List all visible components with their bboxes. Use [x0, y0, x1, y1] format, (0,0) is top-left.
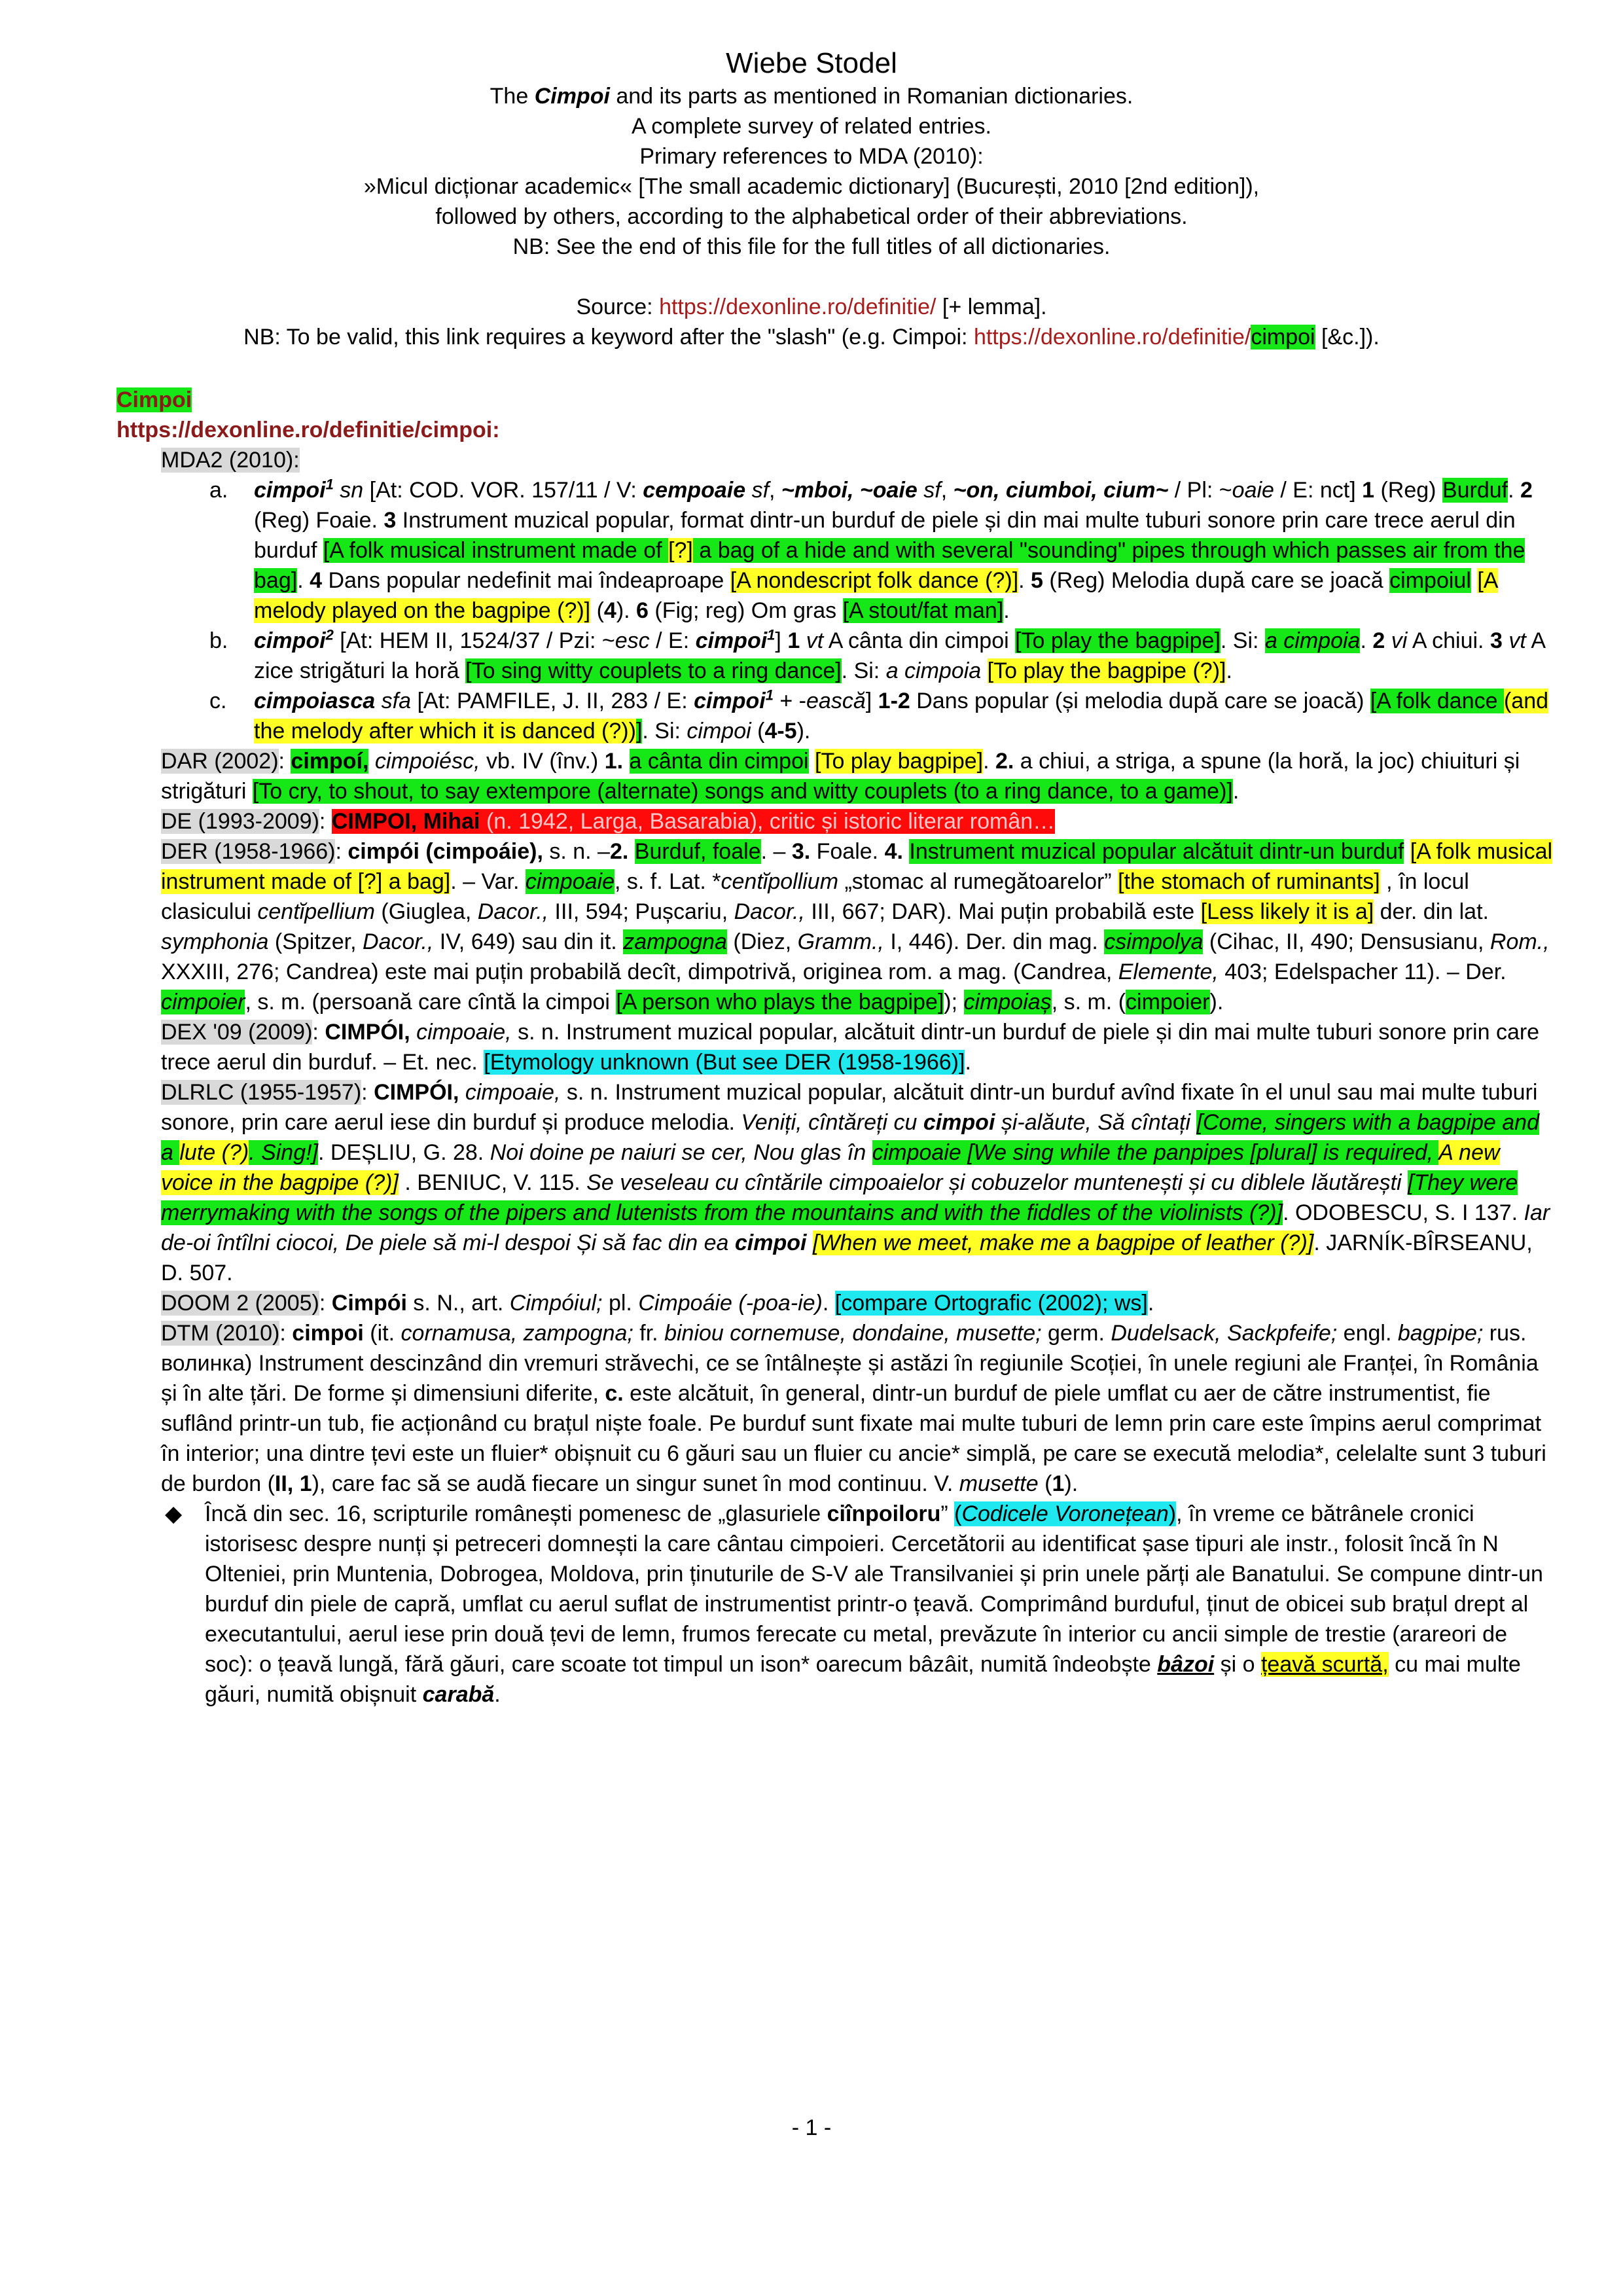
dex-entry: DEX '09 (2009): CIMPÓI, cimpoaie, s. n. Instrument muzical popular, alcătuit dintr-un burduf de piele și din mai multe tuburi sonore prin care trece aerul din burduf. – Et. nec. [Etymology unknown (But see DER (1958-1966)]. — [161, 1020, 1540, 1075]
mda-title-line: »Micul dicționar academic« [The small academic dictionary] (București, 2010 [2nd edition]), — [363, 174, 1260, 199]
source-link[interactable]: https://dexonline.ro/definitie/ — [659, 295, 936, 319]
source-line: Source: https://dexonline.ro/definitie/ [+ lemma]. — [576, 295, 1047, 319]
document-header — [0, 46, 1623, 352]
mda-label: MDA2 (2010): — [161, 448, 300, 473]
subtitle-line: A complete survey of related entries. — [632, 114, 991, 139]
dtm-entry: DTM (2010): cimpoi (it. cornamusa, zampogna; fr. biniou cornemuse, dondaine, musette; germ. Dudelsack, Sackpfeife; engl. bagpipe; rus. волинка) Instrument descinzând din vremuri străvechi, ce se întâlnește și astăzi în regiunile Scoției, în unele regiuni ale Franței, în România și în alte țări. De forme și dimensiuni diferite, c. este alcătuit, în general, dintr-un burduf de piele umflat cu aer de către instrumentist, fie suflând printr-un tub, fie acționând cu brațul niște foale. Pe burduf sunt fixate mai multe tuburi de lemn prin care este împins aerul comprimat în interior; una dintre țevi este un fluier* obișnuit cu 6 găuri sau un fluier cu ancie* simplă, pe care se execută melodia*, celelalte sunt 3 tuburi de burdon (II, 1), care fac să se audă fiecare un singur sunet în mod continuu. V. musette (1). — [161, 1321, 1546, 1496]
primary-references-line: Primary references to MDA (2010): — [639, 144, 984, 169]
mda-entry-a: a. cimpoi$^1$ sn [At: COD. VOR. 157/11 / V: cempoaie sf, ~mboi, ~oaie sf, ~on, ciumboi, cium~ / Pl: ~oaie / E: nct] 1 (Reg) Burduf. 2 (Reg) Foaie. 3 Instrument muzical popular, format dintr-un burduf de piele și din mai multe tuburi sonore prin care trece aerul din burduf [A folk musical instrument made of [?] a bag of a hide and with several "sounding" pipes through which passes air from the bag]. 4 Dans popular nedefinit mai îndeaproape [A nondescript folk dance (?)]. 5 (Reg) Melodia după care se joacă cimpoiul [A melody played on the bagpipe (?)] (4). 6 (Fig; reg) Om gras [A stout/fat man]. — [209, 476, 1533, 623]
doom-entry: DOOM 2 (2005): Cimpói s. N., art. Cimpóiul; pl. Cimpoáie (-poa-ie). [compare Ortografic (2002); ws]. — [161, 1291, 1154, 1316]
mda-entry-c: c. cimpoiasca sfa [At: PAMFILE, J. II, 283 / E: cimpoi$^1$ + -ească] 1-2 Dans popular (și melodia după care se joacă) [A folk dance (and the melody after which it is danced (?))]. Si: cimpoi (4-5). — [209, 687, 1549, 744]
nb-note: NB: See the end of this file for the full titles of all dictionaries. — [512, 234, 1111, 259]
diamond-bullet-icon: ◆ — [165, 1501, 183, 1526]
title-line: The Cimpoi and its parts as mentioned in Romanian dictionaries. — [490, 84, 1133, 109]
page-number: - 1 - — [791, 2115, 832, 2140]
der-entry: DER (1958-1966): cimpói (cimpoáie), s. n. –2. Burduf, foale. – 3. Foale. 4. Instrument muzical popular alcătuit dintr-un burduf [A folk musical instrument made of [?] a bag]. – Var. cimpoaie, s. f. Lat. *centĭpollium „stomac al rumegătoarelor” [the stomach of ruminants] , în locul clasicului centĭpellium (Giuglea, Dacor., III, 594; Pușcariu, Dacor., III, 667; DAR). Mai puțin probabilă este [Less likely it is a] der. din lat. symphonia (Spitzer, Dacor., IV, 649) sau din it. zampogna (Diez, Gramm., I, 446). Der. din mag. csimpolya (Cihac, II, 490; Densusianu, Rom., XXXIII, 276; Candrea) este mai puțin probabilă decît, dimpotrivă, originea rom. a mag. (Candrea, Elemente, 403; Edelspacher 11). – Der. cimpoier, s. m. (persoană care cîntă la cimpoi [A person who plays the bagpipe]); cimpoiaș, s. m. (cimpoier). — [161, 839, 1553, 1014]
dtm-history-paragraph: ◆ Încă din sec. 16, scripturile românești pomenesc de „glasuriele ciînpoiloru” (Codicele Voronețean), în vreme ce bătrânele cronici istorisesc despre nunți și petreceri domnești la care cântau cimpoieri. Cercetătorii au identificat șase tipuri ale instr., folosit încă în N Olteniei, prin Muntenia, Dobrogea, Moldova, prin ținuturile de S-V ale Transilvaniei și prin unele părți ale Banatului. Se compune dintr-un burduf din piele de capră, umflat cu aerul suflat de instrumentist printr-o țeavă. Comprimând burduful, ținut de obicei sub brațul drept al executantului, aerul iese prin două țevi de lemn, frumos ferecate cu metal, prevăzute în interior cu ancii simple de trestie (arareori de soc): o țeavă lungă, fără găuri, care scoate tot timpul un ison* oarecum bâzâit, numită îndeobște bâzoi și o țeavă scurtă, cu mai multe găuri, numită obișnuit carabă. — [116, 1499, 1556, 1710]
nb-link[interactable]: https://dexonline.ro/definitie/ — [973, 325, 1251, 350]
document-body — [116, 385, 1556, 1710]
mda-entry-b: b. cimpoi$^2$ [At: HEM II, 1524/37 / Pzi: ~esc / E: cimpoi$^1$] 1 vt A cânta din cimpoi [To play the bagpipe]. Si: a cimpoia. 2 vi A chiui. 3 vt A zice strigături la horă [To sing witty couplets to a ring dance]. Si: a cimpoia [To play the bagpipe (?)]. — [209, 626, 1545, 683]
section-url[interactable]: https://dexonline.ro/definitie/cimpoi: — [116, 418, 500, 442]
nb-link-line: NB: To be valid, this link requires a keyword after the "slash" (e.g. Cimpoi: https://dexonline.ro/definitie/cimpoi [&c.]). — [243, 325, 1380, 350]
author-name: Wiebe Stodel — [726, 47, 897, 79]
dar-entry: DAR (2002): cimpoí, cimpoiésc, vb. IV (înv.) 1. a cânta din cimpoi [To play bagpipe]. 2. a chiui, a striga, a spune (la horă, la joc) chiuituri și strigături [To cry, to shout, to say extempore (alternate) songs and witty couplets (to a ring dance, to a game)]. — [161, 749, 1520, 804]
de-entry: DE (1993-2009): CIMPOI, Mihai (n. 1942, Larga, Basarabia), critic și istoric literar român… — [161, 809, 1056, 834]
section-title: Cimpoi — [116, 387, 192, 412]
dlrlc-entry: DLRLC (1955-1957): CIMPÓI, cimpoaie, s. n. Instrument muzical popular, alcătuit dintr-un burduf avînd fixate în el unul sau mai multe tuburi sonore, prin care aerul iese din burduf și produce melodia. Veniți, cîntăreți cu cimpoi și-alăute, Să cîntați [Come, singers with a bagpipe and a lute (?). Sing!]. DEȘLIU, G. 28. Noi doine pe naiuri se cer, Nou glas în cimpoaie [We sing while the panpipes [plural] is required, A new voice in the bagpipe (?)] . BENIUC, V. 115. Se veseleau cu cîntările cimpoaielor și cobuzelor muntenești și cu diblele lăutărești [They were merrymaking with the songs of the pipers and lutenists from the mountains and with the fiddles of the violinists (?)]. ODOBESCU, S. I 137. Iar de-oi întîlni ciocoi, De piele să mi-l despoi Și să fac din ea cimpoi [When we meet, make me a bagpipe of leather (?)]. JARNÍK-BÎRSEANU, D. 507. — [161, 1080, 1550, 1285]
order-note: followed by others, according to the alphabetical order of their abbreviations. — [435, 204, 1188, 229]
